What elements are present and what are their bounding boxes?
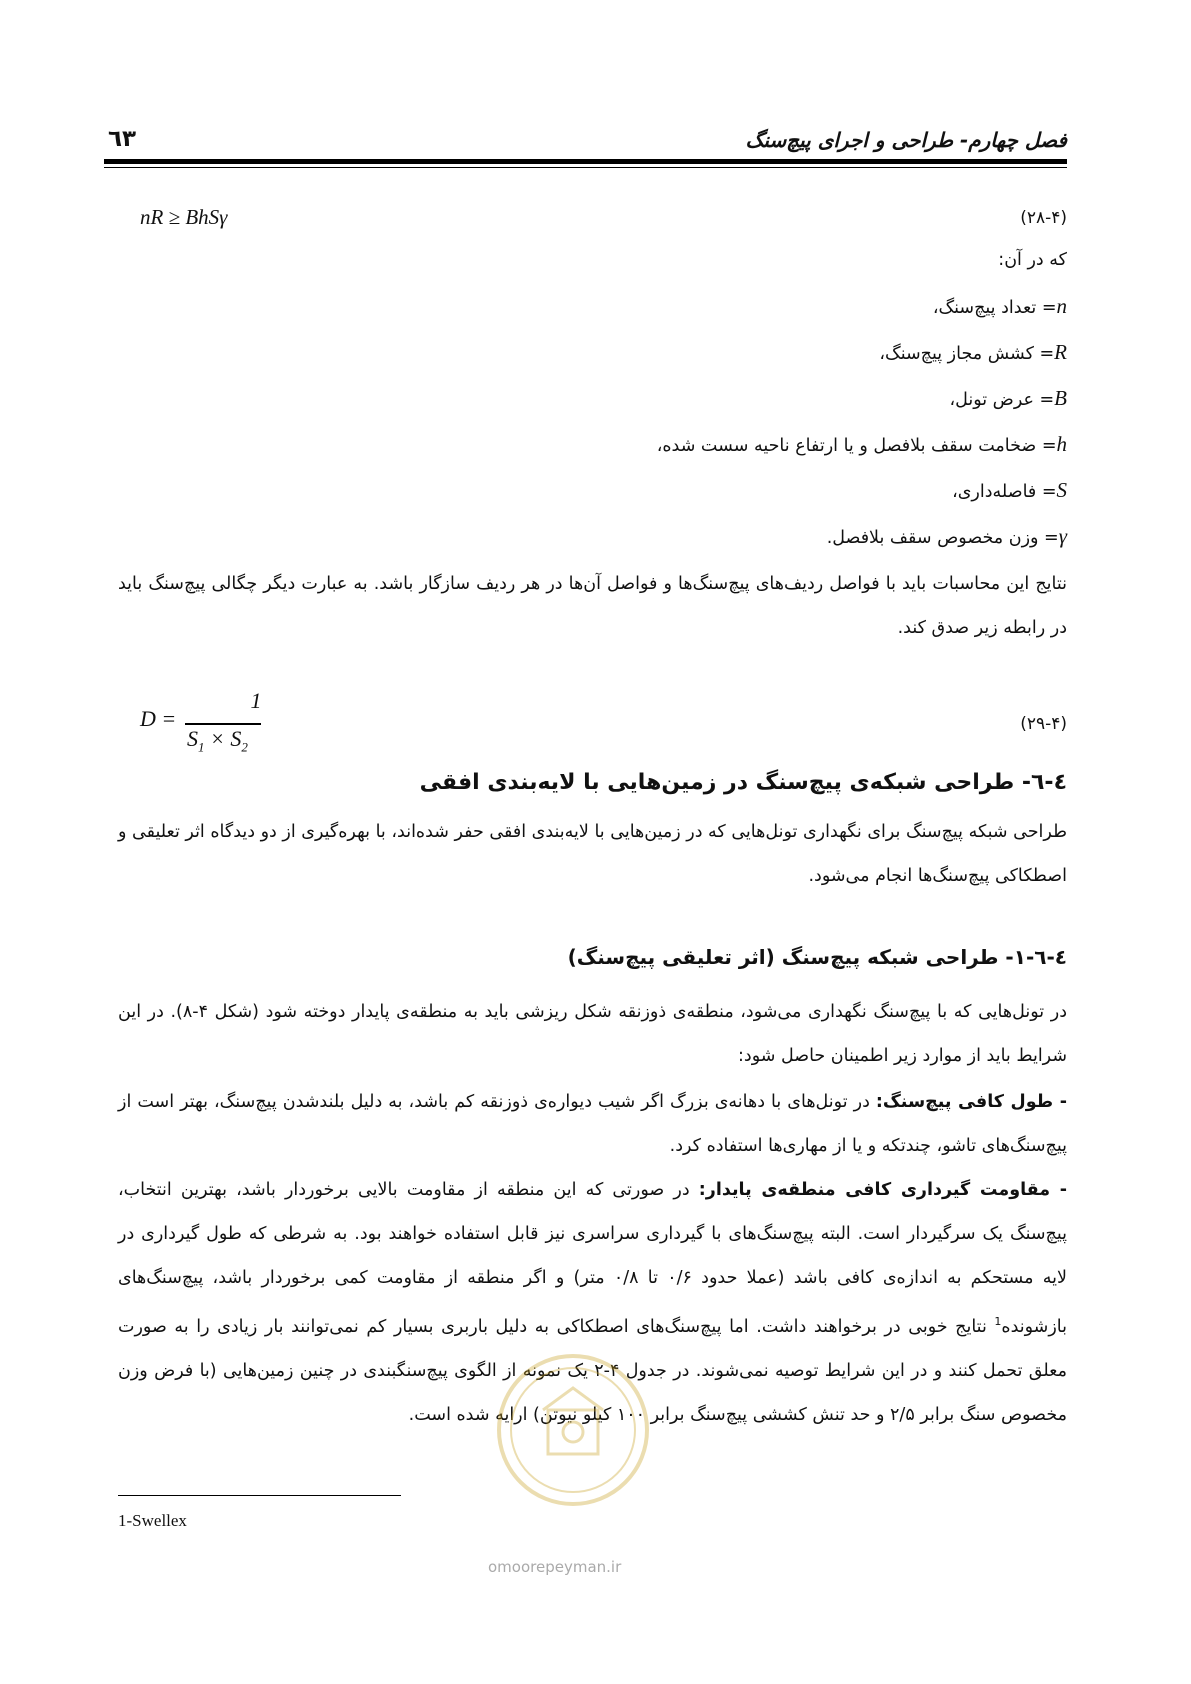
footnote-marker: 1 <box>994 1315 1002 1328</box>
variable-symbol: R <box>1054 340 1067 364</box>
list-item-lead: - طول کافی پیچ‌سنگ: <box>875 1092 1067 1112</box>
list-item-text: در صورتی که این منطقه از مقاومت بالایی برخوردار باشد، بهترین انتخاب، پیچ‌سنگ یک سرگیردار است. البته پیچ‌سنگ‌های با گیرداری سراسری نیز قابل استفاده خواهند بود. به شرطی که طول گیرداری در لایه مستحکم به اندازه‌ی کافی باشد (عملا حدود ۰/۶ تا ۰/۸ متر) و اگر منطقه از مقاومت کمی برخوردار باشد، پیچ‌سنگ‌های بازشونده <box>118 1180 1068 1337</box>
watermark-url: omoorepeyman.ir <box>488 1558 622 1576</box>
variable-definition <box>949 386 1067 411</box>
list-item-text: در تونل‌های با دهانه‌ی بزرگ اگر شیب دیواره‌ی ذوزنقه کم باشد، به دلیل بلندشدن پیچ‌سنگ، بهتر است از پیچ‌سنگ‌های تاشو، چندتکه و یا از مهاری‌ها استفاده کرد. <box>118 1092 1067 1156</box>
where-label: که در آن: <box>998 250 1067 270</box>
fraction-bar <box>185 723 261 725</box>
variable-description: = عرض تونل، <box>949 390 1055 410</box>
watermark-seal-icon <box>493 1350 653 1510</box>
subsection-heading: ٤-٦-١- طراحی شبکه پیچ‌سنگ (اثر تعلیقی پیچ‌سنگ) <box>567 945 1067 969</box>
paragraph: نتایج این محاسبات باید با فواصل ردیف‌های پیچ‌سنگ‌ها و فواصل آن‌ها در هر ردیف سازگار باشد. به عبارت دیگر چگالی پیچ‌سنگ باید در رابطه زیر صدق کند. <box>118 574 1067 638</box>
section-heading: ٤-٦- طراحی شبکه‌ی پیچ‌سنگ در زمین‌هایی با لایه‌بندی افقی <box>419 770 1067 795</box>
variable-description: = وزن مخصوص سقف بلافصل. <box>826 528 1059 548</box>
equation-29-denominator: $S_1 \times S_2$ <box>187 726 248 755</box>
variable-definition <box>657 432 1067 457</box>
variable-description: = ضخامت سقف بلافصل و یا ارتفاع ناحیه سست شده، <box>656 436 1057 456</box>
equation-28-number: (۲۸-۴) <box>1020 208 1067 228</box>
list-item-text: نتایج خوبی در برخواهند داشت. اما پیچ‌سنگ‌های اصطکاکی به دلیل باربری بسیار کم نمی‌توانند بار زیادی را به صورت معلق تحمل کنند و در این شرایط توصیه نمی‌شوند. در جدول ۴-۲ یک نمونه از الگوی پیچ‌سنگبندی در چنین زمین‌هایی (با فرض وزن مخصوص سنگ برابر ۲/۵ و حد تنش کششی پیچ‌سنگ برابر ۱۰۰ کیلو نیوتن) ارایه شده است. <box>118 1316 1067 1425</box>
variable-symbol: S <box>1056 478 1067 502</box>
list-item-lead: - مقاومت گیرداری کافی منطقه‌ی پایدار: <box>698 1180 1068 1200</box>
footnote: 1-Swellex <box>118 1511 187 1530</box>
header-rule-thin <box>104 167 1067 168</box>
footnote-rule <box>118 1495 401 1496</box>
equation-29-numerator: 1 <box>250 688 262 713</box>
header-rule <box>104 159 1067 164</box>
variable-description: = کشش مجاز پیچ‌سنگ، <box>879 344 1055 364</box>
list-item <box>118 1080 1067 1168</box>
variable-definition <box>952 478 1067 503</box>
variable-description: = فاصله‌داری، <box>952 482 1057 502</box>
running-header-title: فصل چهارم- طراحی و اجرای پیچ‌سنگ <box>745 128 1067 152</box>
paragraph: در تونل‌هایی که با پیچ‌سنگ نگهداری می‌شود، منطقه‌ی ذوزنقه شکل ریزشی باید به منطقه‌ی پایدار دوخته شود (شکل ۴-۸). در این شرایط باید از موارد زیر اطمینان حاصل شود: <box>118 1002 1067 1066</box>
variable-description: = تعداد پیچ‌سنگ، <box>932 298 1057 318</box>
equation-29-lhs: D = <box>140 706 177 731</box>
variable-symbol: h <box>1056 432 1067 456</box>
page-number: ٦٣ <box>108 126 137 152</box>
variable-symbol: γ <box>1058 524 1067 548</box>
variable-definition <box>827 524 1067 549</box>
variable-symbol: n <box>1056 294 1067 318</box>
equation-29-number: (۲۹-۴) <box>1020 714 1067 734</box>
variable-symbol: B <box>1054 386 1067 410</box>
paragraph: طراحی شبکه پیچ‌سنگ برای نگهداری تونل‌هایی که در زمین‌هایی با لایه‌بندی افقی حفر شده‌اند، با بهره‌گیری از دو دیدگاه اثر تعلیقی و اصطکاکی پیچ‌سنگ‌ها انجام می‌شود. <box>118 822 1067 886</box>
variable-definition <box>933 294 1067 319</box>
variable-definition <box>879 340 1067 365</box>
equation-28: nR ≥ BhSγ <box>140 205 228 229</box>
